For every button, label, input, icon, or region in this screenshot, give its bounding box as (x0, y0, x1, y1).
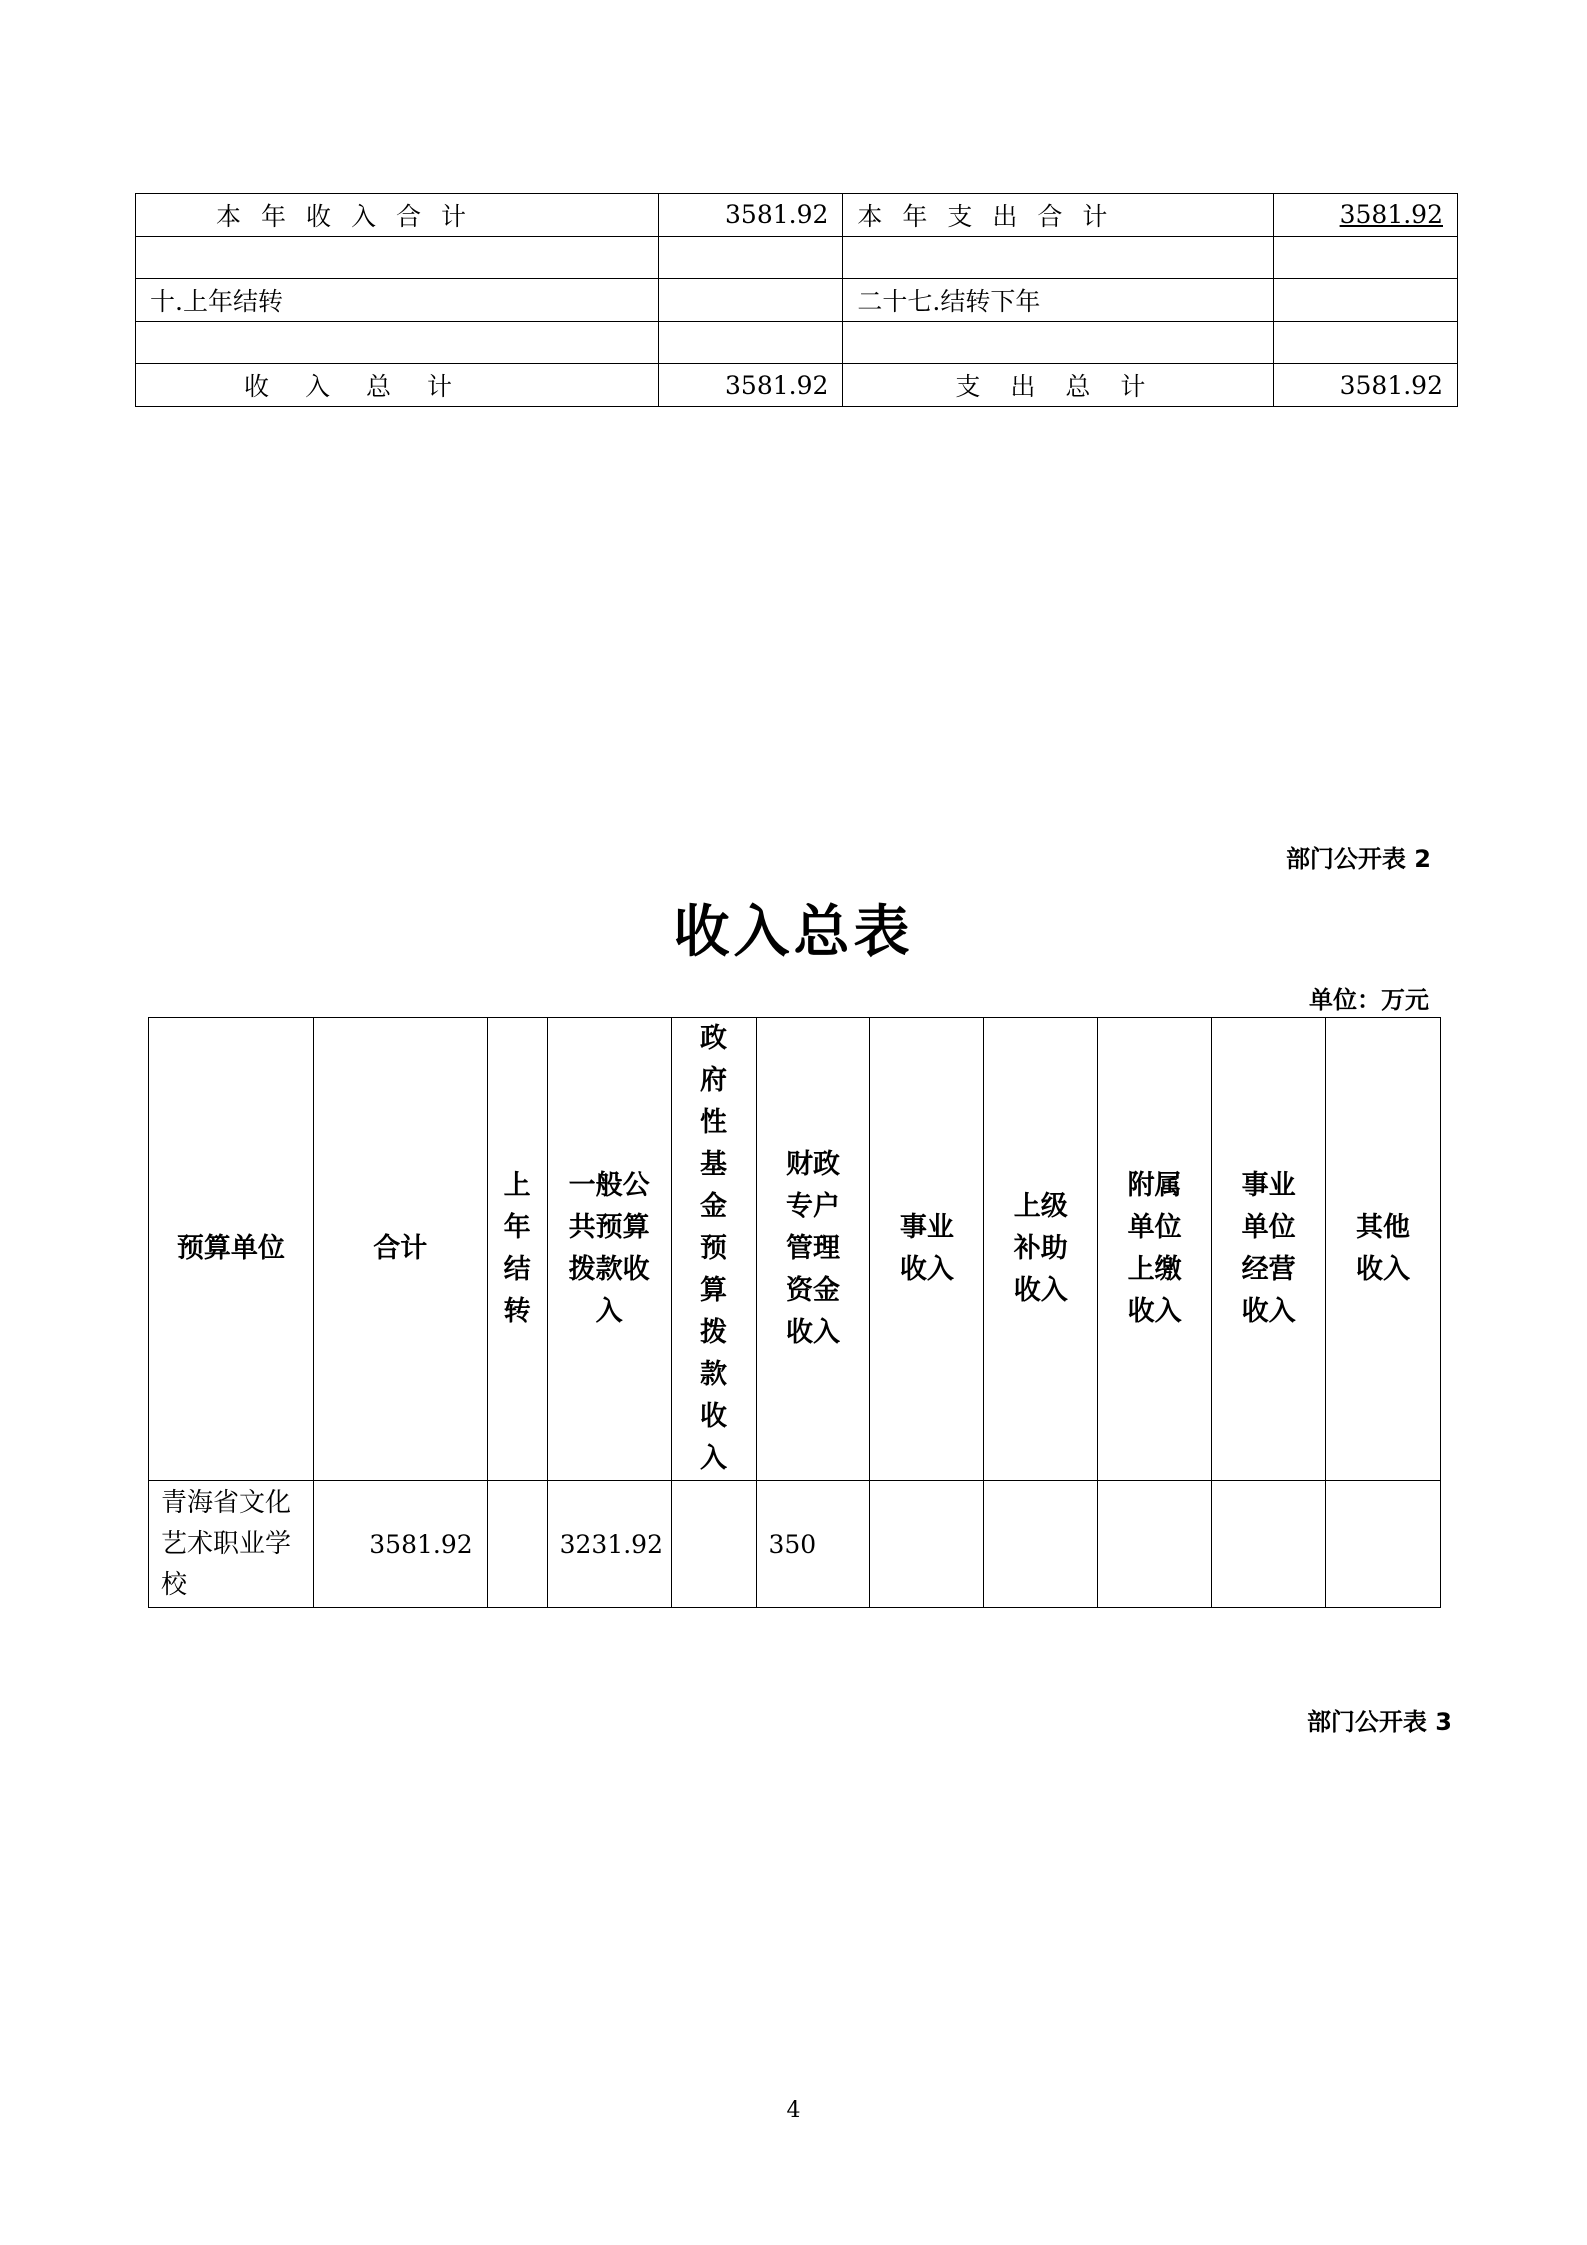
header-row (149, 1018, 1441, 1481)
income-summary-table (148, 1017, 1441, 1608)
affiliated-cell (1098, 1481, 1212, 1608)
value-cell (1274, 321, 1458, 364)
table-row (136, 279, 1458, 322)
column-header: 其他收入 (1326, 1018, 1441, 1481)
column-header: 事业收入 (870, 1018, 984, 1481)
value-cell (659, 236, 843, 279)
table-row (136, 364, 1458, 407)
total-cell: 3581.92 (313, 1481, 487, 1608)
table-caption: 部门公开表 3 (1306, 1708, 1452, 1736)
column-header: 政府性基金预算拨款收入 (671, 1018, 756, 1481)
table-caption: 部门公开表 2 (1285, 845, 1431, 873)
gov-fund-cell (671, 1481, 756, 1608)
balance-summary-table (135, 193, 1458, 407)
value-cell (1274, 279, 1458, 322)
general-budget-cell: 3231.92 (547, 1481, 671, 1608)
column-header: 一般公共预算拨款收入 (547, 1018, 671, 1481)
label-cell (843, 321, 1274, 364)
value-cell: 3581.92 (659, 194, 843, 237)
special-account-cell: 350 (756, 1481, 870, 1608)
value-cell (659, 321, 843, 364)
page-number: 4 (786, 2098, 801, 2123)
label-cell (136, 236, 659, 279)
budget-unit-cell: 青海省文化艺术职业学校 (149, 1481, 314, 1608)
label-cell (136, 321, 659, 364)
label-cell: 本年收入合计 (136, 194, 659, 237)
business-income-cell (870, 1481, 984, 1608)
operating-income-cell (1212, 1481, 1326, 1608)
column-header: 上级补助收入 (984, 1018, 1098, 1481)
page-title: 收入总表 (673, 900, 914, 965)
table-row (149, 1481, 1441, 1608)
table-row (136, 194, 1458, 237)
column-header: 财政专户管理资金收入 (756, 1018, 870, 1481)
table-row (136, 236, 1458, 279)
column-header: 事业单位经营收入 (1212, 1018, 1326, 1481)
column-header: 附属单位上缴收入 (1098, 1018, 1212, 1481)
label-cell (843, 236, 1274, 279)
label-cell: 十.上年结转 (136, 279, 659, 322)
column-header: 预算单位 (149, 1018, 314, 1481)
value-cell (659, 279, 843, 322)
value-cell: 3581.92 (659, 364, 843, 407)
value-cell: 3581.92 (1274, 194, 1458, 237)
value-cell (1274, 236, 1458, 279)
superior-subsidy-cell (984, 1481, 1098, 1608)
table-row (136, 321, 1458, 364)
label-cell: 本年支出合计 (843, 194, 1274, 237)
column-header: 上年结转 (487, 1018, 547, 1481)
unit-label: 单位：万元 (1309, 986, 1429, 1014)
label-cell: 支出总计 (843, 364, 1274, 407)
label-cell: 收入总计 (136, 364, 659, 407)
other-income-cell (1326, 1481, 1441, 1608)
value-cell: 3581.92 (1274, 364, 1458, 407)
column-header: 合计 (313, 1018, 487, 1481)
carryover-cell (487, 1481, 547, 1608)
label-cell: 二十七.结转下年 (843, 279, 1274, 322)
